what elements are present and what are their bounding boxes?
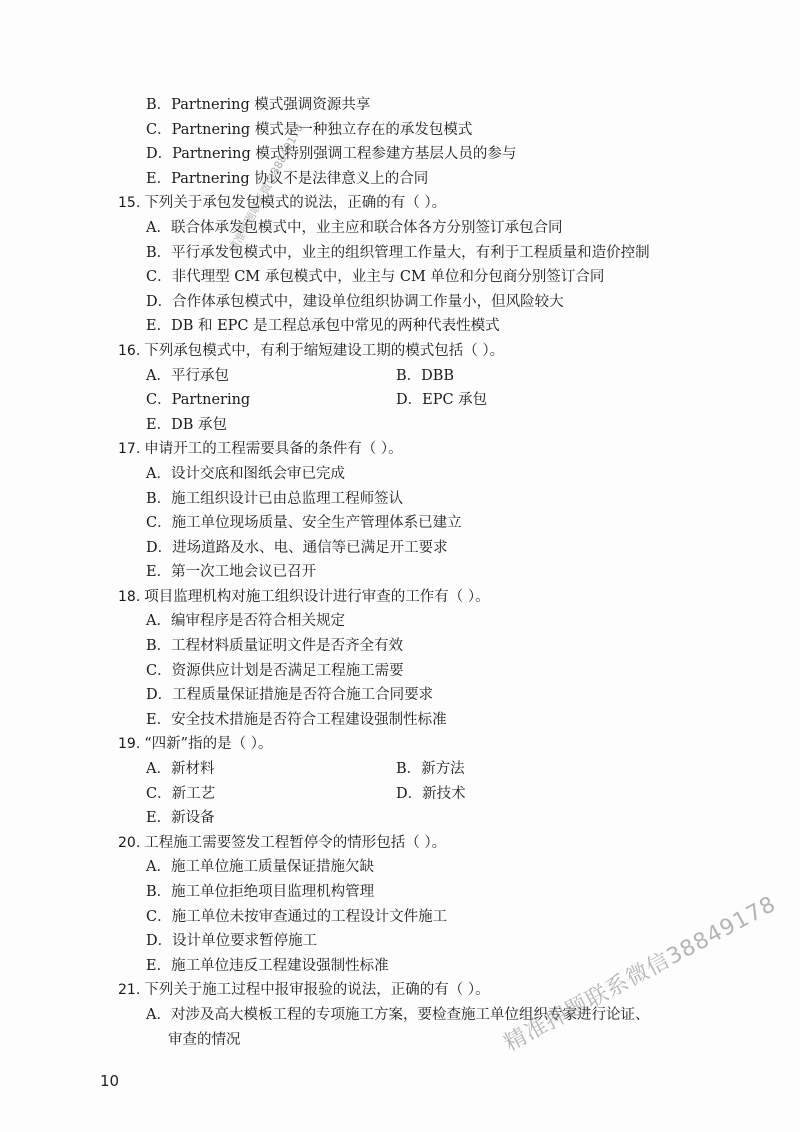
option-item: B．Partnering 模式强调资源共享 xyxy=(146,97,371,113)
question-number: 18. xyxy=(118,588,141,605)
option-item: D．进场道路及水、电、通信等已满足开工要求 xyxy=(146,539,448,556)
option-item: A．编审程序是否符合相关规定 xyxy=(146,613,345,630)
option-item: E．Partnering 协议不是法律意义上的合同 xyxy=(146,170,429,187)
option-row xyxy=(118,388,738,413)
question-stem xyxy=(118,191,738,216)
option-item: A．新材料 xyxy=(146,761,215,778)
option-item: D．EPC 承包 xyxy=(396,392,488,409)
option-item: C．非代理型 CM 承包模式中，业主与 CM 单位和分包商分别签订合同 xyxy=(146,269,605,286)
option-item: E．第一次工地会议已召开 xyxy=(146,564,317,581)
option-continuation: 审查的情况 xyxy=(168,1031,241,1048)
question-text: 工程施工需要签发工程暂停令的情形包括（ ）。 xyxy=(144,834,447,851)
option-item: B．施工组织设计已由总监理工程师签认 xyxy=(146,490,404,507)
option-item: D．合作体承包模式中，建设单位组织协调工作量小，但风险较大 xyxy=(146,293,564,310)
question-text: 下列承包模式中，有利于缩短建设工期的模式包括（ ）。 xyxy=(144,342,505,359)
option-item: A．施工单位施工质量保证措施欠缺 xyxy=(146,859,374,876)
option-item: D．新技术 xyxy=(396,785,466,802)
question-number: 17. xyxy=(118,441,141,458)
question-text: 下列关于施工过程中报审报验的说法，正确的有（ ）。 xyxy=(144,982,490,999)
option-item: B．工程材料质量证明文件是否齐全有效 xyxy=(146,638,404,655)
option-row xyxy=(118,757,738,782)
option-item: D．设计单位要求暂停施工 xyxy=(146,933,318,950)
question-number: 16. xyxy=(118,342,141,359)
question-stem xyxy=(118,732,738,757)
option-item: B．施工单位拒绝项目监理机构管理 xyxy=(146,884,375,900)
option-item: B．平行承发包模式中，业主的组织管理工作量大，有利于工程质量和造价控制 xyxy=(146,244,650,261)
option-item: D．Partnering 模式特别强调工程参建方基层人员的参与 xyxy=(146,146,517,163)
option-item: D．工程质量保证措施是否符合施工合同要求 xyxy=(146,687,434,704)
option-row xyxy=(118,364,738,389)
option-item: A．对涉及高大模板工程的专项施工方案，要检查施工单位组织专家进行论证、 xyxy=(146,1006,650,1023)
question-stem xyxy=(118,437,738,462)
option-item: E．DB 承包 xyxy=(146,416,227,433)
option-item: E．新设备 xyxy=(146,810,215,827)
option-item: B．新方法 xyxy=(396,761,465,778)
watermark-small: 精准押题联系微信38849178 xyxy=(226,121,306,256)
option-item: B．DBB xyxy=(396,367,455,384)
option-item: E．DB 和 EPC 是工程总承包中常见的两种代表性模式 xyxy=(146,318,500,335)
option-item: A．平行承包 xyxy=(146,367,229,384)
option-item: C．施工单位未按审查通过的工程设计文件施工 xyxy=(146,908,448,925)
option-item: C．Partnering 模式是一种独立存在的承发包模式 xyxy=(146,121,473,138)
question-text: 项目监理机构对施工组织设计进行审查的工作有（ ）。 xyxy=(144,588,490,605)
option-item: E．安全技术措施是否符合工程建设强制性标准 xyxy=(146,711,447,728)
option-item: C．Partnering xyxy=(146,392,251,409)
page-number: 10 xyxy=(100,1072,120,1090)
question-text: 申请开工的工程需要具备的条件有（ ）。 xyxy=(144,441,403,458)
watermark: 精准押题联系微信38849178 xyxy=(500,891,781,1057)
option-item: E．施工单位违反工程建设强制性标准 xyxy=(146,957,389,974)
option-item: C．施工单位现场质量、安全生产管理体系已建立 xyxy=(146,515,462,532)
question-stem xyxy=(118,831,738,856)
question-stem xyxy=(118,339,738,364)
question-text: “四新”指的是（ ）。 xyxy=(144,736,273,753)
question-number: 20. xyxy=(118,834,141,851)
option-row xyxy=(118,782,738,807)
option-item: A．设计交底和图纸会审已完成 xyxy=(146,465,345,482)
question-stem xyxy=(118,585,738,610)
option-item: A．联合体承发包模式中，业主应和联合体各方分别签订承包合同 xyxy=(146,219,563,236)
question-number: 19. xyxy=(118,736,141,753)
question-text: 下列关于承包发包模式的说法，正确的有（ ）。 xyxy=(144,195,447,212)
option-item: C．资源供应计划是否满足工程施工需要 xyxy=(146,662,404,679)
option-item: C．新工艺 xyxy=(146,785,216,802)
question-number: 15. xyxy=(118,195,141,212)
question-number: 21. xyxy=(118,982,141,999)
question-list xyxy=(118,93,738,1052)
